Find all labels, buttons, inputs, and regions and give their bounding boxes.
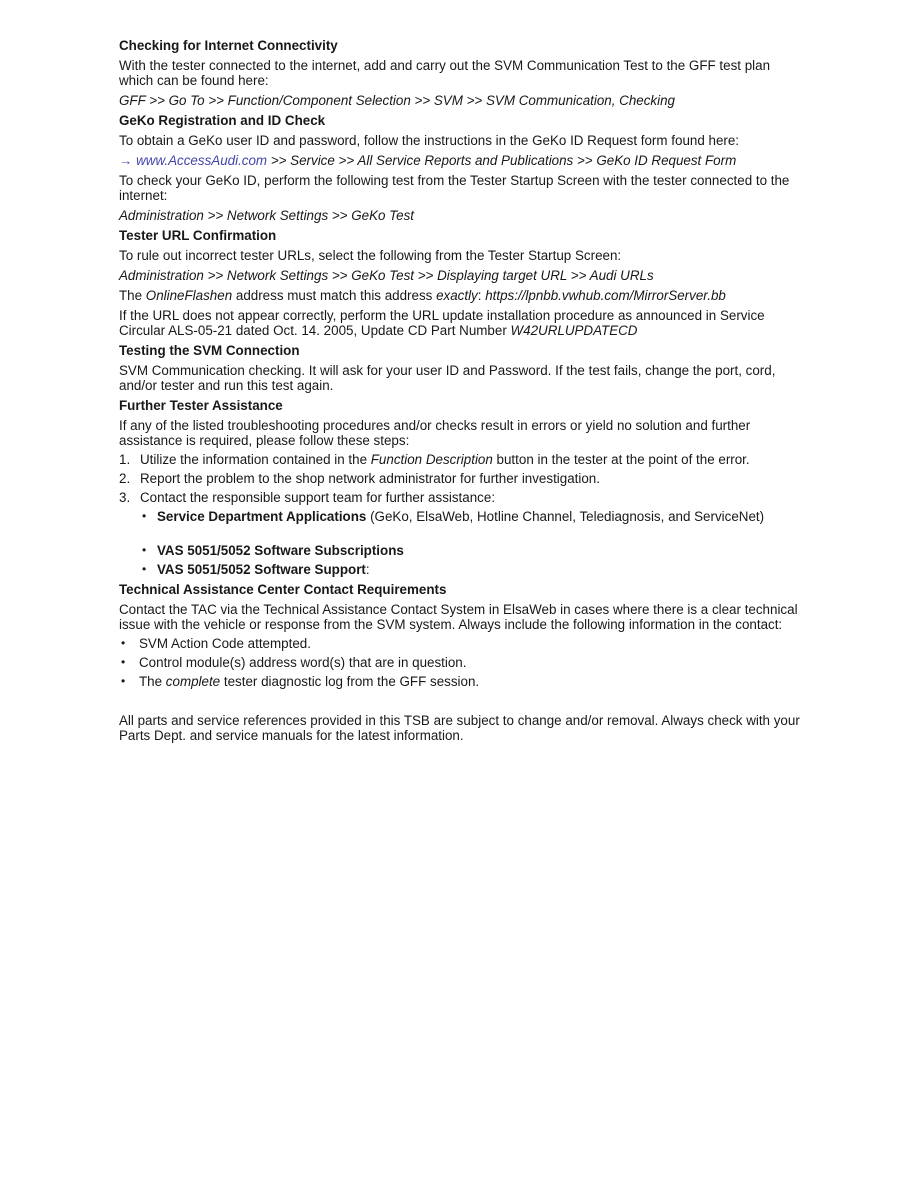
mirror-server-url: https://lpnbb.vwhub.com/MirrorServer.bb	[485, 288, 726, 303]
paragraph-disclaimer: All parts and service references provided in this TSB are subject to change and/or removal. Always check with your Parts Dept. and service manuals for the latest information.	[119, 713, 800, 743]
list-item-software-subscriptions: • VAS 5051/5052 Software Subscriptions	[142, 543, 404, 558]
bullet-icon: •	[142, 562, 147, 576]
paragraph-geko-obtain: To obtain a GeKo user ID and password, follow the instructions in the GeKo ID Request form found here:	[119, 133, 740, 148]
bullet-icon: •	[121, 655, 126, 669]
list-item-software-support: • VAS 5051/5052 Software Support:	[142, 562, 370, 577]
heading-tester-url-confirmation: Tester URL Confirmation	[119, 228, 277, 243]
bullet-icon: •	[121, 674, 126, 688]
list-item-svm-action-code: • SVM Action Code attempted.	[121, 636, 311, 651]
menu-path-geko-test: Administration >> Network Settings >> GeKo Test	[119, 208, 414, 223]
paragraph-url-rule: To rule out incorrect tester URLs, select the following from the Tester Startup Screen:	[119, 248, 622, 263]
bullet-icon: •	[142, 509, 147, 523]
menu-path-gff: GFF >> Go To >> Function/Component Selection >> SVM >> SVM Communication, Checking	[119, 93, 675, 108]
paragraph-tac: Contact the TAC via the Technical Assistance Contact System in ElsaWeb in cases where there is a clear technical issue with the vehicle or response from the SVM system. Always include the following information in the contact:	[119, 602, 798, 632]
paragraph-further: If any of the listed troubleshooting procedures and/or checks result in errors or yield no solution and further assistance is required, please follow these steps:	[119, 418, 751, 448]
list-item-step-2: 2. Report the problem to the shop network administrator for further investigation.	[119, 471, 600, 486]
tac-bullet-list	[119, 636, 805, 689]
paragraph-geko-check: To check your GeKo ID, perform the following test from the Tester Startup Screen with the tester connected to the internet:	[119, 173, 790, 203]
menu-path-accessaudi: >> Service >> All Service Reports and Publications >> GeKo ID Request Form	[267, 153, 737, 168]
step-number: 2.	[119, 471, 131, 486]
list-item-diagnostic-log: • The complete tester diagnostic log from the GFF session.	[121, 674, 480, 689]
accessaudi-link[interactable]: → www.AccessAudi.com	[119, 153, 268, 168]
step-number: 1.	[119, 452, 131, 467]
link-line	[119, 153, 805, 168]
paragraph-connectivity: With the tester connected to the internet, add and carry out the SVM Communication Test to the GFF test plan which can be found here:	[119, 58, 771, 88]
menu-path-audi-urls: Administration >> Network Settings >> GeKo Test >> Displaying target URL >> Audi URLs	[119, 268, 654, 283]
document-page	[119, 38, 805, 743]
bullet-icon: •	[121, 636, 126, 650]
heading-geko-registration: GeKo Registration and ID Check	[119, 113, 326, 128]
heading-checking-internet-connectivity: Checking for Internet Connectivity	[119, 38, 338, 53]
paragraph-url-update: If the URL does not appear correctly, perform the URL update installation procedure as announced in Service Circular ALS-05-21 dated Oct. 14. 2005, Update CD Part Number W42URLUPDATECD	[119, 308, 765, 338]
paragraph-onlineflashen: The OnlineFlashen address must match this address exactly: https://lpnbb.vwhub.com/MirrorServer.bb	[119, 288, 726, 303]
list-item-step-3: 3. Contact the responsible support team for further assistance:	[119, 490, 496, 505]
part-number: W42URLUPDATECD	[510, 323, 638, 338]
heading-testing-svm-connection: Testing the SVM Connection	[119, 343, 300, 358]
bullet-icon: •	[142, 543, 147, 557]
list-item-service-dept-applications: • Service Department Applications (GeKo, ElsaWeb, Hotline Channel, Telediagnosis, and ServiceNet)	[142, 509, 765, 524]
heading-tac-contact-requirements: Technical Assistance Center Contact Requirements	[119, 582, 447, 597]
step-number: 3.	[119, 490, 131, 505]
numbered-steps-list	[119, 452, 805, 577]
list-item-step-1: 1. Utilize the information contained in the Function Description button in the tester at the point of the error.	[119, 452, 750, 467]
paragraph-svm: SVM Communication checking. It will ask for your user ID and Password. If the test fails, change the port, cord, and/or tester and run this test again.	[119, 363, 776, 393]
list-item-control-modules: • Control module(s) address word(s) that are in question.	[121, 655, 467, 670]
heading-further-tester-assistance: Further Tester Assistance	[119, 398, 283, 413]
